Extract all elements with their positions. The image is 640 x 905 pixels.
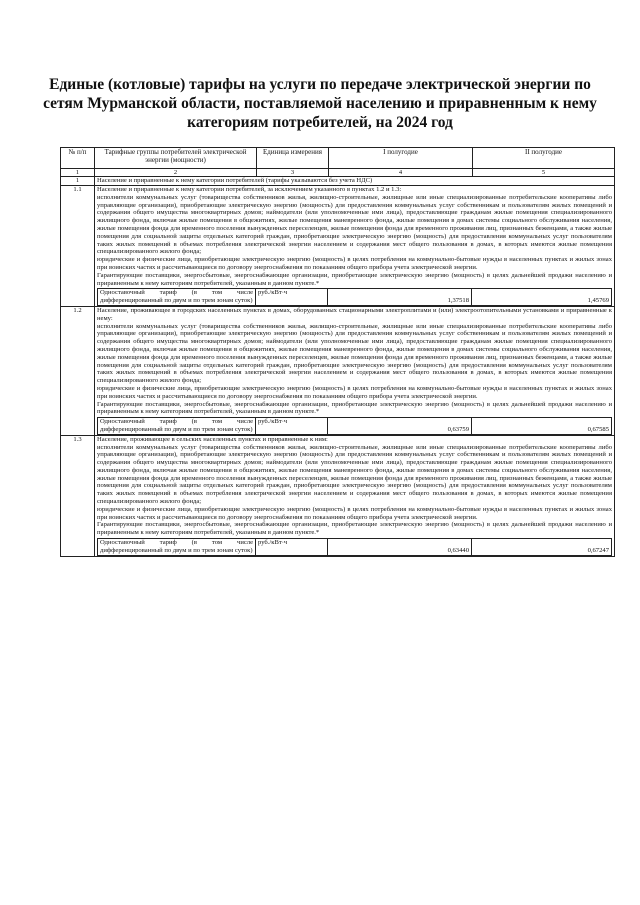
- tariff-h2-value: 0,67585: [472, 418, 612, 435]
- section-paragraph: Население, проживающее в сельских населенных пунктах и приравненные к ним:: [97, 435, 328, 443]
- tariff-subtable: [97, 417, 612, 435]
- tariff-h1-value: 1,37518: [328, 289, 472, 306]
- col-index-cell: 1: [61, 169, 95, 177]
- tariff-h2-value: 1,45769: [472, 289, 612, 306]
- category-num: 1: [61, 177, 95, 186]
- tariff-row: [98, 289, 612, 306]
- tariff-name: Одноставочный тариф (в том числе дифференцированный по двум и по трем зонам суток): [98, 289, 256, 306]
- section-description: [97, 307, 612, 416]
- section-paragraph: Население, проживающее в городских населенных пунктах в домах, оборудованных стационарными электроплитами и (или) электроотопительными установками и приравненные к нему:: [97, 306, 612, 322]
- tariff-table: [60, 147, 615, 557]
- section-paragraph: исполнители коммунальных услуг (товарищества собственников жилья, жилищно-строительные, жилищные или иные специализированные потребительские кооперативы либо управляющие организации), приобретающие электрическую энергию (мощность) для предоставления коммунальных услуг собственникам и пользователям жилых помещений и содержания общего имущества многоквартирных домов; наймодатели (или уполномоченные ими лица), предоставляющие гражданам жилые помещения специализированного жилищного фонда, включая жилые помещения в общежитиях, жилые помещения маневренного фонда, жилые помещения в домах системы социального обслуживания населения, жилые помещения фонда для временного поселения вынужденных переселенцев, жилые помещения фонда для временного проживания лиц, признанных беженцами, а также жилые помещения для социальной защиты отдельных категорий граждан, приобретающие электрическую энергию (мощность) для предоставления коммунальных услуг пользователям таких жилых помещений в объемах потребления электрической энергии населением и содержания мест общего пользования в домах, в которых имеются жилые помещения специализированного жилого фонда;: [97, 193, 612, 256]
- section-body: [95, 186, 615, 307]
- section-paragraph: юридические и физические лица, приобретающие электрическую энергию (мощность) в целях потребления на коммунально-бытовые нужды в населенных пунктах и жилых зонах при воинских частях и рассчитывающиеся по договору энергоснабжения по показаниям общего прибора учета электрической энергии.: [97, 384, 612, 400]
- header-unit: Единица измерения: [257, 148, 329, 169]
- tariff-name: Одноставочный тариф (в том числе дифференцированный по двум и по трем зонам суток): [98, 539, 256, 556]
- section-num: 1.3: [61, 435, 95, 556]
- section-paragraph: Гарантирующие поставщики, энергосбытовые, энергоснабжающие организации, приобретающие электрическую энергию (мощность) в целях дальнейшей продажи населению и приравненным к нему категориям потребителей, указанным в данном пункте.*: [97, 400, 612, 416]
- tariff-unit: руб./кВт·ч: [256, 539, 328, 556]
- section-num: 1.2: [61, 306, 95, 435]
- section-paragraph: Гарантирующие поставщики, энергосбытовые, энергоснабжающие организации, приобретающие электрическую энергию (мощность) в целях дальнейшей продажи населению и приравненным к нему категориям потребителей, указанным в данном пункте.*: [97, 271, 612, 287]
- col-index-cell: 2: [95, 169, 257, 177]
- section-paragraph: юридические и физические лица, приобретающие электрическую энергию (мощность) в целях потребления на коммунально-бытовые нужды в населенных пунктах и жилых зонах при воинских частях и рассчитывающиеся по договору энергоснабжения по показаниям общего прибора учета электрической энергии.: [97, 256, 612, 271]
- header-group: Тарифные группы потребителей электрической энергии (мощности): [95, 148, 257, 169]
- section-num: 1.1: [61, 186, 95, 307]
- section-body: [95, 435, 615, 556]
- tariff-unit: руб./кВт·ч: [256, 418, 328, 435]
- col-index-cell: 4: [329, 169, 473, 177]
- section-paragraph: исполнители коммунальных услуг (товарищества собственников жилья, жилищно-строительные, жилищные или иные специализированные потребительские кооперативы либо управляющие организации), приобретающие электрическую энергию (мощность) для предоставления коммунальных услуг собственникам и пользователям жилых помещений и содержания общего имущества многоквартирных домов; наймодатели (или уполномоченные ими лица), предоставляющие гражданам жилые помещения специализированного жилищного фонда, включая жилые помещения в общежитиях, жилые помещения маневренного фонда, жилые помещения в домах системы социального обслуживания населения, жилые помещения фонда для временного поселения вынужденных переселенцев, жилые помещения фонда для временного проживания лиц, признанных беженцами, а также жилые помещения для социальной защиты отдельных категорий граждан, приобретающие электрическую энергию (мощность) для предоставления коммунальных услуг пользователям таких жилых помещений в объемах потребления электрической энергии населением и содержания мест общего пользования в домах, в которых имеются жилые помещения специализированного жилого фонда;: [97, 322, 612, 385]
- col-index-cell: 3: [257, 169, 329, 177]
- tariff-subtable: [97, 538, 612, 556]
- header-h1: I полугодие: [329, 148, 473, 169]
- table-header-row: [61, 148, 615, 169]
- section-description: [97, 436, 612, 537]
- tariff-h2-value: 0,67247: [472, 539, 612, 556]
- section-description: [97, 186, 612, 287]
- category-row: [61, 177, 615, 186]
- col-index-cell: 5: [473, 169, 615, 177]
- section-row: [61, 435, 615, 556]
- tariff-subtable: [97, 288, 612, 306]
- section-paragraph: Гарантирующие поставщики, энергосбытовые, энергоснабжающие организации, приобретающие электрическую энергию (мощность) в целях дальнейшей продажи населению и приравненным к нему категориям потребителей, указанным в данном пункте.*: [97, 521, 612, 537]
- section-row: [61, 186, 615, 307]
- tariff-row: [98, 418, 612, 435]
- section-body: [95, 306, 615, 435]
- tariff-row: [98, 539, 612, 556]
- section-paragraph: исполнители коммунальных услуг (товарищества собственников жилья, жилищно-строительные, жилищные или иные специализированные потребительские кооперативы либо управляющие организации), приобретающие электрическую энергию (мощность) для предоставления коммунальных услуг собственникам и пользователям жилых помещений и содержания общего имущества многоквартирных домов; наймодатели (или уполномоченные ими лица), предоставляющие гражданам жилые помещения специализированного жилищного фонда, включая жилые помещения в общежитиях, жилые помещения маневренного фонда, жилые помещения в домах системы социального обслуживания населения, жилые помещения фонда для временного поселения вынужденных переселенцев, жилые помещения фонда для временного проживания лиц, признанных беженцами, а также жилые помещения для социальной защиты отдельных категорий граждан, приобретающие электрическую энергию (мощность) для предоставления коммунальных услуг пользователям таких жилых помещений в объемах потребления электрической энергии населением и содержания мест общего пользования в домах, в которых имеются жилые помещения специализированного жилого фонда;: [97, 443, 612, 506]
- header-h2: II полугодие: [473, 148, 615, 169]
- section-row: [61, 306, 615, 435]
- section-paragraph: юридические и физические лица, приобретающие электрическую энергию (мощность) в целях потребления на коммунально-бытовые нужды в населенных пунктах и жилых зонах при воинских частях и рассчитывающиеся по договору энергоснабжения по показаниям общего прибора учета электрической энергии.: [97, 505, 612, 521]
- section-paragraph: Население и приравненные к нему категории потребителей, за исключением указанного в пунктах 1.2 и 1.3:: [97, 186, 402, 193]
- tariff-unit: руб./кВт·ч: [256, 289, 328, 306]
- header-num: № п/п: [61, 148, 95, 169]
- category-text: Население и приравненные к нему категории потребителей (тарифы указываются без учета НДС): [95, 177, 615, 186]
- tariff-h1-value: 0,63440: [328, 539, 472, 556]
- page-title: Единые (котловые) тарифы на услуги по передаче электрической энергии по сетям Мурманской области, поставляемой населению и приравненным к нему категориям потребителей, на 2024 год: [43, 76, 597, 131]
- tariff-name: Одноставочный тариф (в том числе дифференцированный по двум и по трем зонам суток): [98, 418, 256, 435]
- column-index-row: [61, 169, 615, 177]
- tariff-h1-value: 0,63759: [328, 418, 472, 435]
